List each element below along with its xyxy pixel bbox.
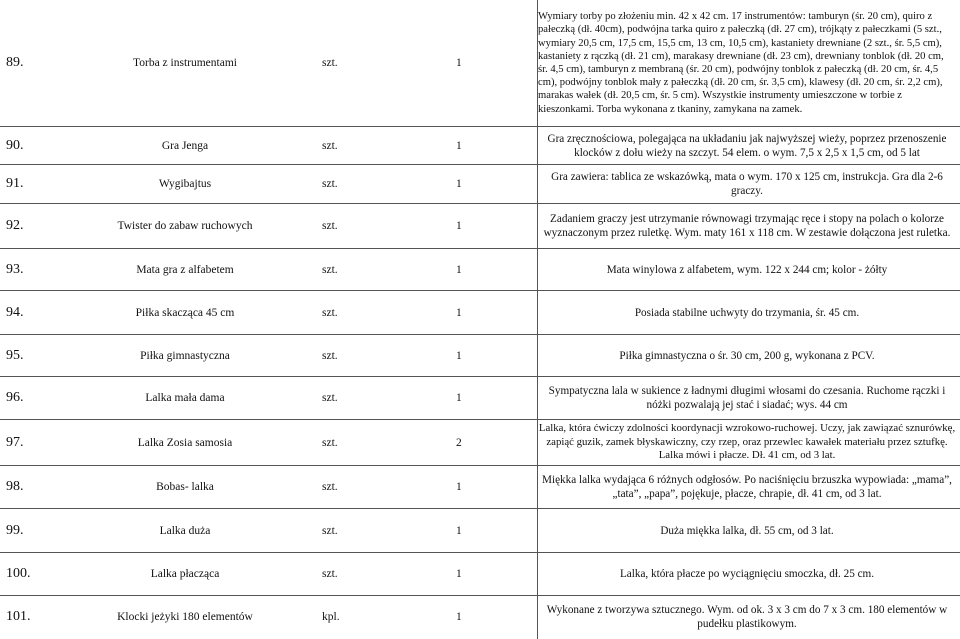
unit: szt. — [322, 481, 338, 493]
row-number: 92. — [6, 218, 24, 233]
product-name: Lalka płacząca — [150, 568, 220, 580]
description: Zadaniem graczy jest utrzymanie równowagi trzymając ręce i stopy na polach o kolorze wyznaczonym przez ruletkę. Wym. maty 161 x 118 cm. W zestawie dołączona jest ruletka. — [543, 213, 951, 239]
table-row — [0, 204, 960, 249]
quantity: 1 — [456, 57, 462, 69]
row-number: 94. — [6, 304, 24, 320]
product-name: Lalka Zosia samosia — [137, 436, 233, 449]
column-divider — [537, 0, 538, 639]
product-name: Mata gra z alfabetem — [136, 263, 234, 276]
quantity: 1 — [456, 306, 462, 319]
row-number: 96. — [6, 390, 24, 405]
quantity: 1 — [456, 263, 462, 276]
unit: szt. — [322, 220, 338, 232]
description: Wykonane z tworzywa sztucznego. Wym. od ok. 3 x 3 cm do 7 x 3 cm. 180 elementów w pudełku plastikowym. — [546, 604, 948, 630]
product-name: Klocki jeżyki 180 elementów — [117, 611, 253, 623]
quantity: 1 — [456, 178, 462, 190]
unit: szt. — [322, 436, 338, 449]
row-number: 101. — [6, 609, 31, 624]
unit: szt. — [322, 524, 338, 537]
quantity: 1 — [456, 481, 462, 493]
table-row — [0, 335, 960, 377]
quantity: 1 — [456, 611, 462, 623]
description: Posiada stabilne uchwyty do trzymania, śr. 45 cm. — [634, 306, 860, 319]
table-row — [0, 0, 960, 127]
description: Wymiary torby po złożeniu min. 42 x 42 cm. 17 instrumentów: tamburyn (śr. 20 cm), quiro z pałeczką (dł. 40cm), podwójna tarka quiro z pałeczką (dł. 27 cm), trójkąty z pałeczkami (5 szt., wymiary 20,5 cm, 17,5 cm, 15,5 cm, 13 cm, 10,5 cm), kastaniety drewniane (2 szt., śr. 5,5 cm), kastaniety z rączką (dł. 21 cm), marakasy drewniane (dł. 23 cm), drewniany tonblok (dł. 20 cm, śr. 4,5 cm), tamburyn z membraną (śr. 20 cm), podwójny tonblok z pałeczką (dł. 20 cm, śr. 4,5 cm), podwójny tonblok mały z pałeczką (dł. 20 cm, śr. 3,5 cm), klawesy (dł. 20 cm, śr. 2,2 cm), marakas wałek (dł. 20,5 cm, śr. 5 cm). Wszystkie instrumenty umieszczone w torbie z kieszonkami. Torba wykonana z tkaniny, zamykana na zamek. — [538, 11, 944, 115]
unit: szt. — [322, 178, 338, 190]
description: Piłka gimnastyczna o śr. 30 cm, 200 g, wykonana z PCV. — [619, 349, 875, 362]
row-number: 99. — [6, 522, 24, 538]
product-name: Torba z instrumentami — [133, 57, 237, 69]
unit: kpl. — [322, 611, 340, 623]
row-number: 91. — [6, 176, 24, 191]
table-row — [0, 596, 960, 638]
table-row — [0, 420, 960, 466]
description: Gra zręcznościowa, polegająca na układaniu jak najwyższej wieży, poprzez przenoszenie klocków z dołu wieży na szczyt. 54 elem. o wym. 7,5 x 2,5 x 1,5 cm, od 5 lat — [547, 132, 947, 159]
table-row — [0, 291, 960, 335]
table-row — [0, 553, 960, 596]
unit: szt. — [322, 139, 338, 152]
row-number: 97. — [6, 434, 24, 450]
unit: szt. — [322, 306, 338, 319]
row-number: 95. — [6, 347, 24, 363]
description: Gra zawiera: tablica ze wskazówką, mata o wym. 170 x 125 cm, instrukcja. Gra dla 2-6 graczy. — [551, 171, 943, 197]
product-name: Piłka gimnastyczna — [140, 349, 230, 362]
row-number: 90. — [6, 137, 24, 153]
table-row — [0, 127, 960, 165]
description: Mata winylowa z alfabetem, wym. 122 x 244 cm; kolor - żółty — [606, 263, 888, 276]
unit: szt. — [322, 349, 338, 362]
row-number: 100. — [6, 566, 31, 581]
quantity: 1 — [456, 349, 462, 362]
table-row — [0, 509, 960, 553]
quantity: 1 — [456, 392, 462, 404]
unit: szt. — [322, 263, 338, 276]
product-name: Wygibajtus — [158, 178, 212, 190]
quantity: 1 — [456, 220, 462, 232]
product-name: Piłka skacząca 45 cm — [135, 306, 235, 319]
table-row — [0, 249, 960, 291]
table-row — [0, 466, 960, 509]
quantity: 1 — [456, 524, 462, 537]
description: Lalka, która płacze po wyciągnięciu smoczka, dł. 25 cm. — [619, 568, 875, 580]
quantity: 2 — [456, 436, 462, 449]
unit: szt. — [322, 568, 338, 580]
description: Miękka lalka wydająca 6 różnych odgłosów. Po naciśnięciu brzuszka wypowiada: „mama”, „tata”, „papa”, pojękuje, płacze, chrapie, dł. 41 cm, od 3 lat. — [542, 474, 952, 500]
row-number: 93. — [6, 261, 24, 277]
unit: szt. — [322, 392, 338, 404]
row-number: 89. — [6, 55, 24, 70]
description: Sympatyczna lala w sukience z ładnymi długimi włosami do czesania. Ruchome rączki i nóżki pozwalają jej stać i siadać; wys. 44 cm — [548, 385, 946, 411]
quantity: 1 — [456, 139, 462, 152]
product-name: Lalka mała dama — [145, 392, 225, 404]
table-row — [0, 165, 960, 204]
product-name: Lalka duża — [159, 524, 211, 537]
unit: szt. — [322, 57, 338, 69]
table-row — [0, 377, 960, 420]
product-name: Twister do zabaw ruchowych — [117, 220, 253, 232]
product-name: Bobas- lalka — [156, 481, 214, 493]
product-name: Gra Jenga — [161, 139, 209, 152]
row-number: 98. — [6, 479, 24, 494]
description: Lalka, która ćwiczy zdolności koordynacji wzrokowo-ruchowej. Uczy, jak zawiązać sznurówkę, zapiąć guzik, zamek błyskawiczny, czy rzep, oraz przewlec kawałek materiału przez sztufkę. Lalka mówi i płacze. Dł. 41 cm, od 3 lat. — [538, 422, 956, 462]
quantity: 1 — [456, 568, 462, 580]
description: Duża miękka lalka, dł. 55 cm, od 3 lat. — [660, 524, 834, 537]
